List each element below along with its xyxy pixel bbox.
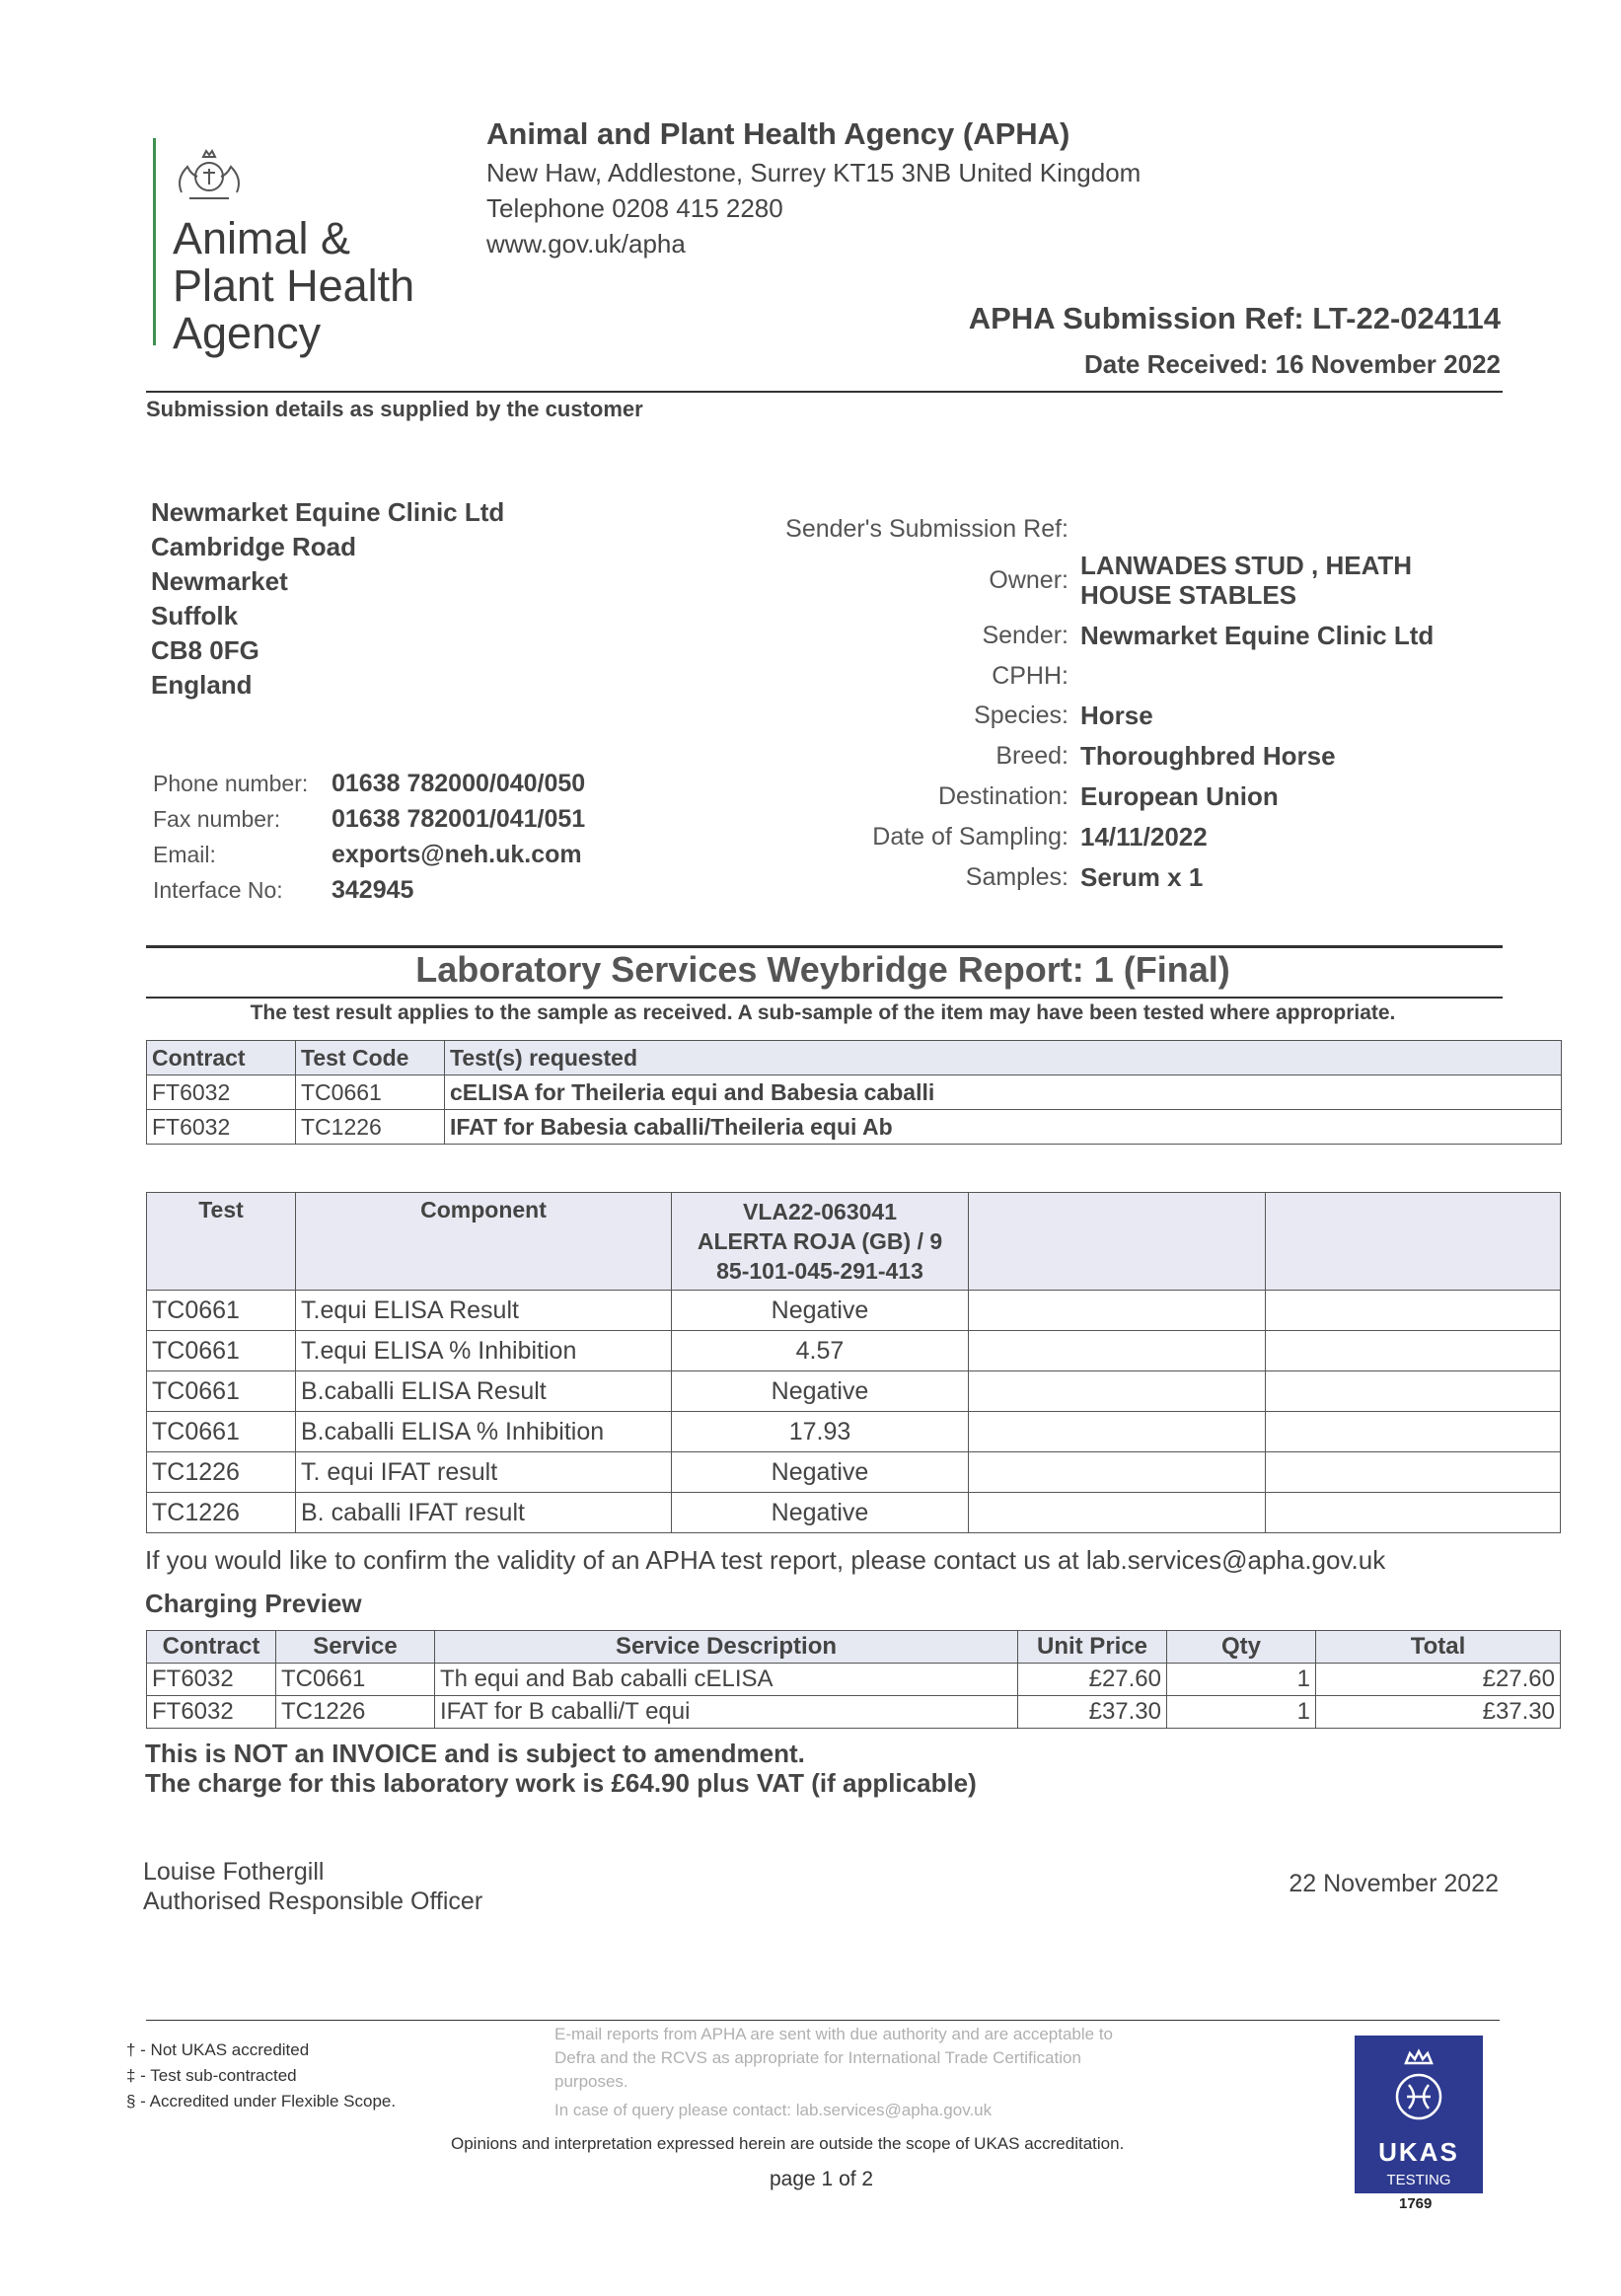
organisation-address: New Haw, Addlestone, Surrey KT15 3NB United Kingdom — [486, 158, 1142, 187]
interface-label: Interface No: — [153, 877, 283, 903]
table-cell: T.equi ELISA Result — [296, 1291, 672, 1331]
result-cell: Negative — [672, 1371, 969, 1412]
owner-value: LANWADES STUD , HEATH — [1080, 551, 1413, 580]
table-cell: TC1226 — [147, 1452, 296, 1493]
table-cell: IFAT for B caballi/T equi — [435, 1696, 1018, 1729]
header-divider — [146, 391, 1503, 393]
results-table — [146, 1192, 1561, 1533]
table-row — [147, 1075, 1562, 1110]
organisation-website[interactable]: www.gov.uk/apha — [486, 229, 686, 259]
column-header: Qty — [1167, 1631, 1316, 1664]
table-cell: B.caballi ELISA % Inhibition — [296, 1412, 672, 1452]
address-line: CB8 0FG — [151, 635, 259, 665]
empty-column-header — [1266, 1193, 1561, 1291]
table-cell: B.caballi ELISA Result — [296, 1371, 672, 1412]
owner-label: Owner: — [989, 566, 1068, 594]
fax-value: 01638 782001/041/051 — [332, 805, 586, 833]
empty-cell — [969, 1493, 1266, 1533]
address-line: Cambridge Road — [151, 532, 357, 561]
table-cell: TC0661 — [147, 1291, 296, 1331]
footer-divider — [146, 2020, 1500, 2021]
empty-cell — [969, 1291, 1266, 1331]
table-header-row — [147, 1041, 1562, 1075]
table-row — [147, 1664, 1561, 1696]
empty-cell — [1266, 1452, 1561, 1493]
table-cell: £27.60 — [1316, 1664, 1561, 1696]
table-cell: FT6032 — [147, 1696, 276, 1729]
report-divider — [146, 945, 1503, 948]
not-invoice-note: This is NOT an INVOICE and is subject to amendment. — [145, 1739, 805, 1768]
ukas-word: UKAS — [1378, 2137, 1459, 2167]
breed-value: Thoroughbred Horse — [1080, 741, 1336, 771]
charging-preview-title: Charging Preview — [145, 1589, 362, 1618]
result-cell: Negative — [672, 1291, 969, 1331]
table-header-row — [147, 1193, 1561, 1291]
sampling-date-label: Date of Sampling: — [872, 823, 1068, 851]
owner-value-line2: HOUSE STABLES — [1080, 580, 1297, 610]
email-value[interactable]: exports@neh.uk.com — [332, 841, 582, 868]
legend-not-accredited: † - Not UKAS accredited — [126, 2040, 310, 2059]
table-cell: B. caballi IFAT result — [296, 1493, 672, 1533]
ukas-testing: TESTING — [1386, 2172, 1451, 2188]
table-cell: FT6032 — [147, 1075, 296, 1110]
address-line: Newmarket — [151, 566, 288, 596]
empty-column-header — [969, 1193, 1266, 1291]
charge-note: The charge for this laboratory work is £64.90 plus VAT (if applicable) — [145, 1768, 977, 1798]
table-cell: £27.60 — [1018, 1664, 1167, 1696]
column-header: Contract — [147, 1041, 296, 1075]
validity-note: If you would like to confirm the validity of an APHA test report, please contact us at lab.services@apha.gov.uk — [145, 1545, 1386, 1575]
charging-table — [146, 1630, 1561, 1729]
page-number: page 1 of 2 — [770, 2168, 874, 2190]
column-header: Test Code — [296, 1041, 445, 1075]
sender-value: Newmarket Equine Clinic Ltd — [1080, 621, 1435, 650]
breed-label: Breed: — [995, 742, 1068, 770]
table-cell: T.equi ELISA % Inhibition — [296, 1331, 672, 1371]
table-cell: TC0661 — [147, 1331, 296, 1371]
table-row — [147, 1110, 1562, 1145]
logo-line-3: Agency — [173, 308, 322, 358]
empty-cell — [969, 1412, 1266, 1452]
cphh-label: CPHH: — [992, 662, 1068, 690]
table-cell: TC0661 — [276, 1664, 435, 1696]
result-cell: 17.93 — [672, 1412, 969, 1452]
logo-accent-bar — [153, 138, 156, 345]
column-header: Total — [1316, 1631, 1561, 1664]
table-row — [147, 1331, 1561, 1371]
signatory-name: Louise Fothergill — [143, 1858, 325, 1886]
result-cell: Negative — [672, 1452, 969, 1493]
email-authority-note — [554, 2023, 1265, 2094]
column-header: Test — [147, 1193, 296, 1291]
column-header: Service Description — [435, 1631, 1018, 1664]
ukas-number: 1769 — [1399, 2195, 1433, 2212]
phone-label: Phone number: — [153, 771, 309, 796]
email-note-line: Defra and the RCVS as appropriate for International Trade Certification — [554, 2048, 1081, 2067]
sample-header — [672, 1193, 969, 1291]
customer-address — [151, 495, 504, 703]
query-note: In case of query please contact: lab.services@apha.gov.uk — [554, 2101, 993, 2119]
signature-date: 22 November 2022 — [1289, 1870, 1499, 1897]
organisation-name: Animal and Plant Health Agency (APHA) — [486, 116, 1070, 151]
empty-cell — [1266, 1412, 1561, 1452]
empty-cell — [969, 1371, 1266, 1412]
section-label: Submission details as supplied by the customer — [146, 397, 643, 421]
phone-value: 01638 782000/040/050 — [332, 770, 586, 797]
table-header-row — [147, 1631, 1561, 1664]
royal-crest-icon — [170, 143, 249, 207]
legend-sub-contracted: ‡ - Test sub-contracted — [126, 2066, 297, 2085]
empty-cell — [1266, 1331, 1561, 1371]
date-received: Date Received: 16 November 2022 — [1083, 349, 1501, 379]
table-row — [147, 1452, 1561, 1493]
table-row — [147, 1371, 1561, 1412]
report-title-divider — [146, 997, 1503, 999]
table-cell: FT6032 — [147, 1110, 296, 1145]
table-row — [147, 1493, 1561, 1533]
table-row — [147, 1412, 1561, 1452]
table-row — [147, 1291, 1561, 1331]
table-cell: cELISA for Theileria equi and Babesia caballi — [445, 1075, 1562, 1110]
ukas-logo — [1355, 2036, 1483, 2193]
table-cell: FT6032 — [147, 1664, 276, 1696]
table-cell: TC1226 — [296, 1110, 445, 1145]
table-cell: TC1226 — [147, 1493, 296, 1533]
column-header: Contract — [147, 1631, 276, 1664]
sampling-date-value: 14/11/2022 — [1080, 822, 1208, 852]
empty-cell — [969, 1452, 1266, 1493]
table-cell: 1 — [1167, 1696, 1316, 1729]
logo-line-2: Plant Health — [173, 260, 415, 311]
column-header: Test(s) requested — [445, 1041, 1562, 1075]
address-line: England — [151, 670, 253, 700]
address-line: Newmarket Equine Clinic Ltd — [151, 497, 505, 527]
report-title: Laboratory Services Weybridge Report: 1 (Final) — [415, 949, 1230, 990]
table-cell: TC0661 — [296, 1075, 445, 1110]
sender-label: Sender: — [982, 622, 1068, 649]
column-header: Unit Price — [1018, 1631, 1167, 1664]
table-cell: £37.30 — [1018, 1696, 1167, 1729]
table-cell: TC1226 — [276, 1696, 435, 1729]
species-value: Horse — [1080, 701, 1153, 730]
applies-note: The test result applies to the sample as received. A sub-sample of the item may have been tested where appropriate. — [250, 1001, 1396, 1024]
table-cell: TC0661 — [147, 1371, 296, 1412]
table-cell: T. equi IFAT result — [296, 1452, 672, 1493]
table-row — [147, 1696, 1561, 1729]
ukas-crown-icon — [1355, 2036, 1483, 2134]
address-line: Suffolk — [151, 601, 239, 630]
tests-requested-table — [146, 1040, 1562, 1145]
table-cell: 1 — [1167, 1664, 1316, 1696]
empty-cell — [1266, 1291, 1561, 1331]
sample-animal: ALERTA ROJA (GB) / 9 — [697, 1228, 943, 1254]
destination-value: European Union — [1080, 781, 1279, 811]
table-cell: IFAT for Babesia caballi/Theileria equi Ab — [445, 1110, 1562, 1145]
legend-flexible-scope: § - Accredited under Flexible Scope. — [126, 2092, 397, 2111]
column-header: Service — [276, 1631, 435, 1664]
empty-cell — [1266, 1493, 1561, 1533]
email-note-line: purposes. — [554, 2072, 628, 2091]
opinions-note: Opinions and interpretation expressed herein are outside the scope of UKAS accreditation. — [451, 2134, 1125, 2153]
samples-label: Samples: — [965, 863, 1068, 891]
empty-cell — [1266, 1371, 1561, 1412]
email-label: Email: — [153, 842, 216, 867]
sender-ref-label: Sender's Submission Ref: — [785, 515, 1068, 543]
result-cell: 4.57 — [672, 1331, 969, 1371]
interface-value: 342945 — [332, 876, 414, 904]
species-label: Species: — [974, 702, 1068, 729]
samples-value: Serum x 1 — [1080, 862, 1204, 892]
result-cell: Negative — [672, 1493, 969, 1533]
sample-passport: 85-101-045-291-413 — [716, 1258, 923, 1284]
fax-label: Fax number: — [153, 806, 281, 832]
submission-reference: APHA Submission Ref: LT-22-024114 — [968, 301, 1501, 335]
table-cell: £37.30 — [1316, 1696, 1561, 1729]
destination-label: Destination: — [937, 782, 1068, 810]
empty-cell — [969, 1331, 1266, 1371]
agency-logo-text — [173, 215, 414, 357]
organisation-telephone: Telephone 0208 415 2280 — [486, 193, 783, 223]
table-cell: Th equi and Bab caballi cELISA — [435, 1664, 1018, 1696]
email-note-line: E-mail reports from APHA are sent with due authority and are acceptable to — [554, 2025, 1114, 2043]
signatory-role: Authorised Responsible Officer — [143, 1888, 483, 1915]
logo-line-1: Animal & — [173, 213, 351, 263]
table-cell: TC0661 — [147, 1412, 296, 1452]
sample-id: VLA22-063041 — [743, 1199, 897, 1224]
column-header: Component — [296, 1193, 672, 1291]
